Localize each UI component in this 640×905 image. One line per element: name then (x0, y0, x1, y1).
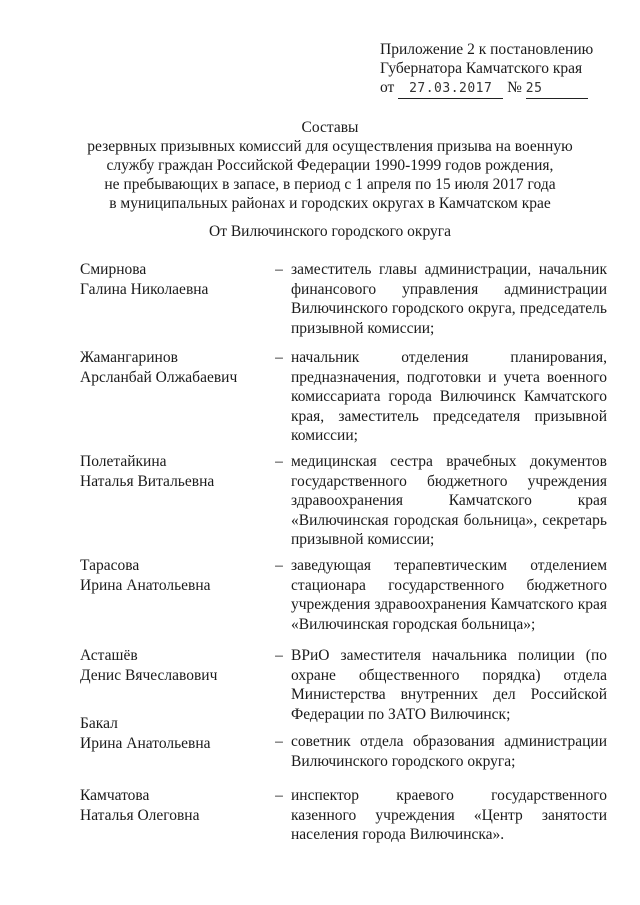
member-dash: – (275, 647, 283, 664)
annex-date-line (380, 78, 620, 99)
member-role: заместитель главы администрации, начальник финансового управления администрации Вилючинского городского округа, председатель призывной комиссии; (291, 261, 607, 337)
member-dash: – (275, 787, 283, 804)
member-role: медицинская сестра врачебных документов государственного бюджетного учреждения здравоохранения Камчатского края «Вилючинская городская больница», секретарь призывной комиссии; (291, 453, 607, 548)
annex-block (380, 40, 620, 99)
heading-line: не пребывающих в запасе, в период с 1 апреля по 15 июля 2017 года (104, 176, 556, 193)
annex-date-field (398, 78, 503, 99)
heading-title: Составы (301, 119, 359, 136)
member-name (80, 348, 270, 387)
member-name (80, 646, 270, 685)
annex-number: 25 (525, 81, 543, 96)
member-given-name: Наталья Витальевна (80, 472, 215, 490)
annex-number-field (526, 78, 588, 99)
member-role: советник отдела образования администрации Вилючинского городского округа; (291, 733, 607, 770)
member-role: инспектор краевого государственного казенного учреждения «Центр занятости населения города Вилючинска». (291, 787, 607, 843)
annex-line-2: Губернатора Камчатского края (380, 60, 583, 77)
member-dash: – (275, 261, 283, 278)
member-surname: Жамангаринов (80, 349, 178, 366)
member-dash: – (275, 733, 283, 750)
member-given-name: Наталья Олеговна (80, 806, 200, 824)
member-role: заведующая терапевтическим отделением стационара государственного бюджетного учреждения здравоохранения Камчатского края «Вилючинская городская больница»; (291, 557, 607, 633)
annex-from-label: от (380, 79, 395, 96)
member-surname: Полетайкина (80, 453, 167, 470)
member-name (80, 452, 270, 491)
member-name (80, 556, 270, 595)
heading-line: резервных призывных комиссий для осуществления призыва на военную (87, 138, 573, 155)
member-name (80, 714, 270, 753)
member-given-name: Ирина Анатольевна (80, 576, 211, 594)
member-surname: Тарасова (80, 557, 140, 574)
heading-line: службу граждан Российской Федерации 1990-1999 годов рождения, (106, 157, 554, 174)
section-subheading: От Вилючинского городского округа (209, 223, 451, 240)
member-dash: – (275, 557, 283, 574)
member-surname: Бакал (80, 715, 118, 732)
member-name (80, 786, 270, 825)
member-role: начальник отделения планирования, предназначения, подготовки и учета военного комиссариата города Вилючинск Камчатского края, заместитель председателя призывной комиссии; (291, 349, 607, 444)
member-dash: – (275, 349, 283, 366)
member-surname: Смирнова (80, 261, 147, 278)
member-given-name: Денис Вячеславович (80, 666, 218, 684)
member-given-name: Ирина Анатольевна (80, 734, 211, 752)
annex-number-label: № (507, 79, 522, 96)
annex-line-1: Приложение 2 к постановлению (380, 41, 594, 58)
document-heading (70, 118, 590, 213)
member-given-name: Галина Николаевна (80, 280, 209, 298)
heading-line: в муниципальных районах и городских округах в Камчатском крае (109, 195, 551, 212)
member-dash: – (275, 453, 283, 470)
member-surname: Камчатова (80, 787, 150, 804)
member-role: ВРиО заместителя начальника полиции (по охране общественного порядка) отдела Министерства внутренних дел Российской Федерации по ЗАТО Вилючинск; (291, 647, 607, 723)
annex-date: 27.03.2017 (409, 81, 493, 96)
member-name (80, 260, 270, 299)
member-given-name: Арсланбай Олжабаевич (80, 368, 238, 386)
member-surname: Асташёв (80, 647, 138, 664)
